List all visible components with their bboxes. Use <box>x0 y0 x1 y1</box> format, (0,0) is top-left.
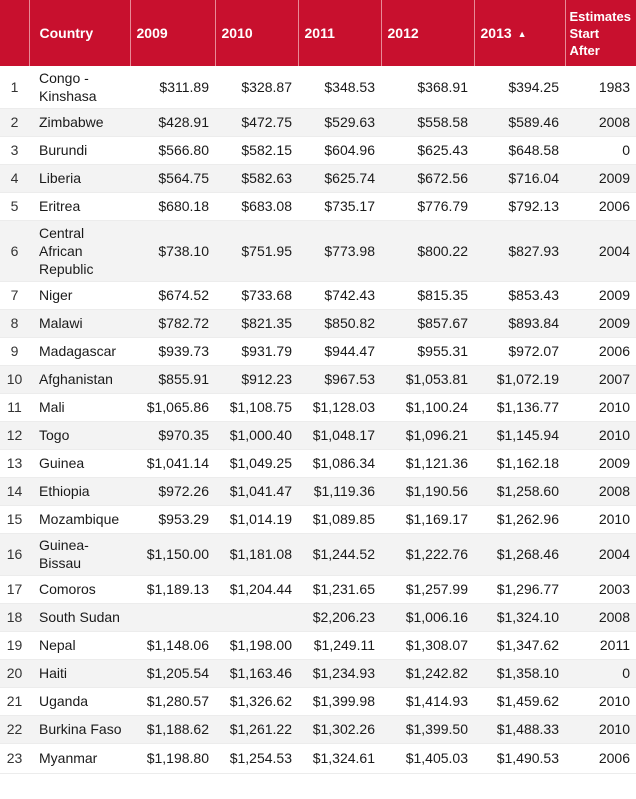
sort-ascending-icon: ▲ <box>517 29 527 39</box>
rank-cell: 17 <box>0 575 29 603</box>
value-2012-cell: $1,257.99 <box>381 575 474 603</box>
estimates-start-after-cell: 2009 <box>565 281 636 309</box>
value-2010-cell: $1,204.44 <box>215 575 298 603</box>
value-2010-cell: $1,198.00 <box>215 631 298 659</box>
value-2010-cell: $751.95 <box>215 220 298 281</box>
value-2010-cell: $582.15 <box>215 136 298 164</box>
country-cell: Burkina Faso <box>29 715 130 743</box>
value-2012-cell: $672.56 <box>381 164 474 192</box>
table-row <box>0 743 636 773</box>
value-2010-cell <box>215 603 298 631</box>
value-2013-cell: $972.07 <box>474 337 565 365</box>
estimates-start-after-cell: 2010 <box>565 505 636 533</box>
estimates-start-after-cell: 2008 <box>565 108 636 136</box>
value-2010-cell: $1,014.19 <box>215 505 298 533</box>
value-2012-cell: $1,414.93 <box>381 687 474 715</box>
rank-cell: 22 <box>0 715 29 743</box>
country-cell: Malawi <box>29 309 130 337</box>
header-2011[interactable]: 2011 <box>298 0 381 66</box>
country-cell: Liberia <box>29 164 130 192</box>
estimates-start-after-cell: 2009 <box>565 449 636 477</box>
value-2012-cell: $1,190.56 <box>381 477 474 505</box>
table-row <box>0 192 636 220</box>
rank-cell: 19 <box>0 631 29 659</box>
value-2009-cell: $1,189.13 <box>130 575 215 603</box>
value-2010-cell: $1,049.25 <box>215 449 298 477</box>
value-2009-cell: $564.75 <box>130 164 215 192</box>
value-2009-cell: $1,205.54 <box>130 659 215 687</box>
country-cell: Madagascar <box>29 337 130 365</box>
value-2009-cell: $1,280.57 <box>130 687 215 715</box>
rank-cell: 16 <box>0 533 29 575</box>
value-2013-cell: $1,324.10 <box>474 603 565 631</box>
value-2012-cell: $800.22 <box>381 220 474 281</box>
value-2011-cell: $625.74 <box>298 164 381 192</box>
estimates-start-after-cell: 2010 <box>565 687 636 715</box>
estimates-start-after-cell: 2008 <box>565 477 636 505</box>
estimates-start-after-cell: 2007 <box>565 365 636 393</box>
country-cell: Zimbabwe <box>29 108 130 136</box>
value-2012-cell: $1,242.82 <box>381 659 474 687</box>
value-2010-cell: $1,254.53 <box>215 743 298 773</box>
rank-cell: 5 <box>0 192 29 220</box>
value-2011-cell: $348.53 <box>298 66 381 108</box>
estimates-start-after-cell: 2004 <box>565 533 636 575</box>
value-2012-cell: $815.35 <box>381 281 474 309</box>
table-row <box>0 136 636 164</box>
value-2009-cell: $972.26 <box>130 477 215 505</box>
country-cell: Central African Republic <box>29 220 130 281</box>
value-2011-cell: $1,249.11 <box>298 631 381 659</box>
value-2011-cell: $1,086.34 <box>298 449 381 477</box>
estimates-start-after-cell: 2006 <box>565 192 636 220</box>
country-cell: Burundi <box>29 136 130 164</box>
value-2009-cell: $1,065.86 <box>130 393 215 421</box>
value-2010-cell: $328.87 <box>215 66 298 108</box>
table-row <box>0 309 636 337</box>
table-row <box>0 220 636 281</box>
value-2010-cell: $931.79 <box>215 337 298 365</box>
value-2011-cell: $2,206.23 <box>298 603 381 631</box>
rank-cell: 20 <box>0 659 29 687</box>
value-2009-cell: $953.29 <box>130 505 215 533</box>
value-2010-cell: $472.75 <box>215 108 298 136</box>
value-2013-cell: $1,347.62 <box>474 631 565 659</box>
country-cell: Guinea-Bissau <box>29 533 130 575</box>
header-country[interactable]: Country <box>29 0 130 66</box>
table-row <box>0 659 636 687</box>
value-2010-cell: $1,000.40 <box>215 421 298 449</box>
value-2009-cell: $1,198.80 <box>130 743 215 773</box>
value-2011-cell: $604.96 <box>298 136 381 164</box>
value-2013-cell: $1,258.60 <box>474 477 565 505</box>
value-2011-cell: $1,244.52 <box>298 533 381 575</box>
value-2011-cell: $1,119.36 <box>298 477 381 505</box>
country-cell: Uganda <box>29 687 130 715</box>
value-2013-cell: $1,358.10 <box>474 659 565 687</box>
value-2013-cell: $1,268.46 <box>474 533 565 575</box>
value-2012-cell: $1,222.76 <box>381 533 474 575</box>
value-2009-cell: $738.10 <box>130 220 215 281</box>
value-2009-cell: $1,041.14 <box>130 449 215 477</box>
value-2013-cell: $792.13 <box>474 192 565 220</box>
value-2011-cell: $529.63 <box>298 108 381 136</box>
value-2010-cell: $582.63 <box>215 164 298 192</box>
table-row <box>0 281 636 309</box>
country-cell: Ethiopia <box>29 477 130 505</box>
rank-cell: 11 <box>0 393 29 421</box>
country-cell: Mali <box>29 393 130 421</box>
value-2012-cell: $368.91 <box>381 66 474 108</box>
country-cell: Guinea <box>29 449 130 477</box>
table-row <box>0 449 636 477</box>
table-row <box>0 631 636 659</box>
rank-cell: 6 <box>0 220 29 281</box>
estimates-start-after-cell: 2004 <box>565 220 636 281</box>
value-2011-cell: $1,231.65 <box>298 575 381 603</box>
estimates-start-after-cell: 2011 <box>565 631 636 659</box>
country-cell: Myanmar <box>29 743 130 773</box>
value-2013-cell: $827.93 <box>474 220 565 281</box>
value-2012-cell: $1,006.16 <box>381 603 474 631</box>
rank-cell: 14 <box>0 477 29 505</box>
value-2013-cell: $853.43 <box>474 281 565 309</box>
rank-cell: 23 <box>0 743 29 773</box>
table-row <box>0 66 636 108</box>
rank-cell: 1 <box>0 66 29 108</box>
country-cell: Congo - Kinshasa <box>29 66 130 108</box>
value-2011-cell: $944.47 <box>298 337 381 365</box>
value-2009-cell: $970.35 <box>130 421 215 449</box>
rank-cell: 12 <box>0 421 29 449</box>
header-2009[interactable]: 2009 <box>130 0 215 66</box>
value-2013-cell: $1,488.33 <box>474 715 565 743</box>
rank-cell: 13 <box>0 449 29 477</box>
country-cell: Afghanistan <box>29 365 130 393</box>
value-2011-cell: $1,399.98 <box>298 687 381 715</box>
header-row <box>0 0 636 66</box>
value-2013-cell: $1,296.77 <box>474 575 565 603</box>
table-body <box>0 66 636 773</box>
rank-cell: 7 <box>0 281 29 309</box>
estimates-start-after-cell: 2009 <box>565 164 636 192</box>
value-2011-cell: $773.98 <box>298 220 381 281</box>
value-2010-cell: $1,326.62 <box>215 687 298 715</box>
estimates-start-after-cell: 0 <box>565 136 636 164</box>
value-2009-cell <box>130 603 215 631</box>
estimates-start-after-cell: 1983 <box>565 66 636 108</box>
value-2012-cell: $1,399.50 <box>381 715 474 743</box>
value-2013-cell: $394.25 <box>474 66 565 108</box>
country-cell: Nepal <box>29 631 130 659</box>
table-row <box>0 421 636 449</box>
estimates-start-after-cell: 2010 <box>565 393 636 421</box>
header-estimates-start-after[interactable]: Estimates Start After <box>565 0 636 66</box>
country-cell: Togo <box>29 421 130 449</box>
estimates-start-after-cell: 0 <box>565 659 636 687</box>
table-row <box>0 575 636 603</box>
value-2011-cell: $742.43 <box>298 281 381 309</box>
value-2010-cell: $912.23 <box>215 365 298 393</box>
value-2011-cell: $967.53 <box>298 365 381 393</box>
rank-cell: 21 <box>0 687 29 715</box>
table-row <box>0 715 636 743</box>
value-2012-cell: $955.31 <box>381 337 474 365</box>
value-2013-cell: $589.46 <box>474 108 565 136</box>
table-row <box>0 365 636 393</box>
value-2012-cell: $1,053.81 <box>381 365 474 393</box>
table-row <box>0 505 636 533</box>
value-2011-cell: $1,128.03 <box>298 393 381 421</box>
table-row <box>0 603 636 631</box>
value-2012-cell: $1,405.03 <box>381 743 474 773</box>
value-2009-cell: $939.73 <box>130 337 215 365</box>
value-2013-cell: $716.04 <box>474 164 565 192</box>
rank-cell: 15 <box>0 505 29 533</box>
value-2011-cell: $1,302.26 <box>298 715 381 743</box>
country-cell: Comoros <box>29 575 130 603</box>
value-2011-cell: $1,234.93 <box>298 659 381 687</box>
table-row <box>0 337 636 365</box>
value-2012-cell: $1,096.21 <box>381 421 474 449</box>
country-cell: Haiti <box>29 659 130 687</box>
value-2011-cell: $735.17 <box>298 192 381 220</box>
value-2010-cell: $683.08 <box>215 192 298 220</box>
header-2012[interactable]: 2012 <box>381 0 474 66</box>
table-row <box>0 687 636 715</box>
table-row <box>0 164 636 192</box>
value-2009-cell: $1,150.00 <box>130 533 215 575</box>
value-2012-cell: $857.67 <box>381 309 474 337</box>
value-2013-cell: $648.58 <box>474 136 565 164</box>
estimates-start-after-cell: 2006 <box>565 337 636 365</box>
table-row <box>0 108 636 136</box>
value-2013-cell: $1,262.96 <box>474 505 565 533</box>
table-row <box>0 533 636 575</box>
estimates-start-after-cell: 2008 <box>565 603 636 631</box>
value-2009-cell: $1,148.06 <box>130 631 215 659</box>
rank-cell: 9 <box>0 337 29 365</box>
value-2010-cell: $1,108.75 <box>215 393 298 421</box>
value-2012-cell: $1,169.17 <box>381 505 474 533</box>
estimates-start-after-cell: 2010 <box>565 715 636 743</box>
value-2012-cell: $776.79 <box>381 192 474 220</box>
value-2009-cell: $855.91 <box>130 365 215 393</box>
header-rank[interactable] <box>0 0 29 66</box>
country-cell: Mozambique <box>29 505 130 533</box>
value-2013-cell: $1,145.94 <box>474 421 565 449</box>
value-2010-cell: $1,041.47 <box>215 477 298 505</box>
value-2009-cell: $566.80 <box>130 136 215 164</box>
value-2009-cell: $674.52 <box>130 281 215 309</box>
value-2009-cell: $1,188.62 <box>130 715 215 743</box>
value-2012-cell: $1,100.24 <box>381 393 474 421</box>
header-2010[interactable]: 2010 <box>215 0 298 66</box>
value-2012-cell: $1,121.36 <box>381 449 474 477</box>
estimates-start-after-cell: 2003 <box>565 575 636 603</box>
value-2011-cell: $1,089.85 <box>298 505 381 533</box>
value-2009-cell: $311.89 <box>130 66 215 108</box>
value-2009-cell: $782.72 <box>130 309 215 337</box>
rank-cell: 3 <box>0 136 29 164</box>
rank-cell: 4 <box>0 164 29 192</box>
table-row <box>0 477 636 505</box>
value-2011-cell: $1,324.61 <box>298 743 381 773</box>
value-2013-cell: $1,136.77 <box>474 393 565 421</box>
estimates-start-after-cell: 2006 <box>565 743 636 773</box>
value-2010-cell: $1,261.22 <box>215 715 298 743</box>
value-2009-cell: $680.18 <box>130 192 215 220</box>
value-2012-cell: $1,308.07 <box>381 631 474 659</box>
value-2010-cell: $1,163.46 <box>215 659 298 687</box>
table-header <box>0 0 636 66</box>
value-2012-cell: $625.43 <box>381 136 474 164</box>
value-2010-cell: $1,181.08 <box>215 533 298 575</box>
value-2013-cell: $1,162.18 <box>474 449 565 477</box>
value-2013-cell: $893.84 <box>474 309 565 337</box>
header-2013[interactable] <box>474 0 565 66</box>
country-cell: Eritrea <box>29 192 130 220</box>
rank-cell: 2 <box>0 108 29 136</box>
value-2011-cell: $1,048.17 <box>298 421 381 449</box>
value-2012-cell: $558.58 <box>381 108 474 136</box>
value-2010-cell: $733.68 <box>215 281 298 309</box>
value-2010-cell: $821.35 <box>215 309 298 337</box>
estimates-start-after-cell: 2010 <box>565 421 636 449</box>
header-2013-label: 2013 <box>480 25 512 41</box>
value-2011-cell: $850.82 <box>298 309 381 337</box>
value-2013-cell: $1,072.19 <box>474 365 565 393</box>
value-2013-cell: $1,459.62 <box>474 687 565 715</box>
country-cell: South Sudan <box>29 603 130 631</box>
rank-cell: 18 <box>0 603 29 631</box>
table-row <box>0 393 636 421</box>
rank-cell: 10 <box>0 365 29 393</box>
value-2009-cell: $428.91 <box>130 108 215 136</box>
value-2013-cell: $1,490.53 <box>474 743 565 773</box>
country-cell: Niger <box>29 281 130 309</box>
rank-cell: 8 <box>0 309 29 337</box>
estimates-start-after-cell: 2009 <box>565 309 636 337</box>
